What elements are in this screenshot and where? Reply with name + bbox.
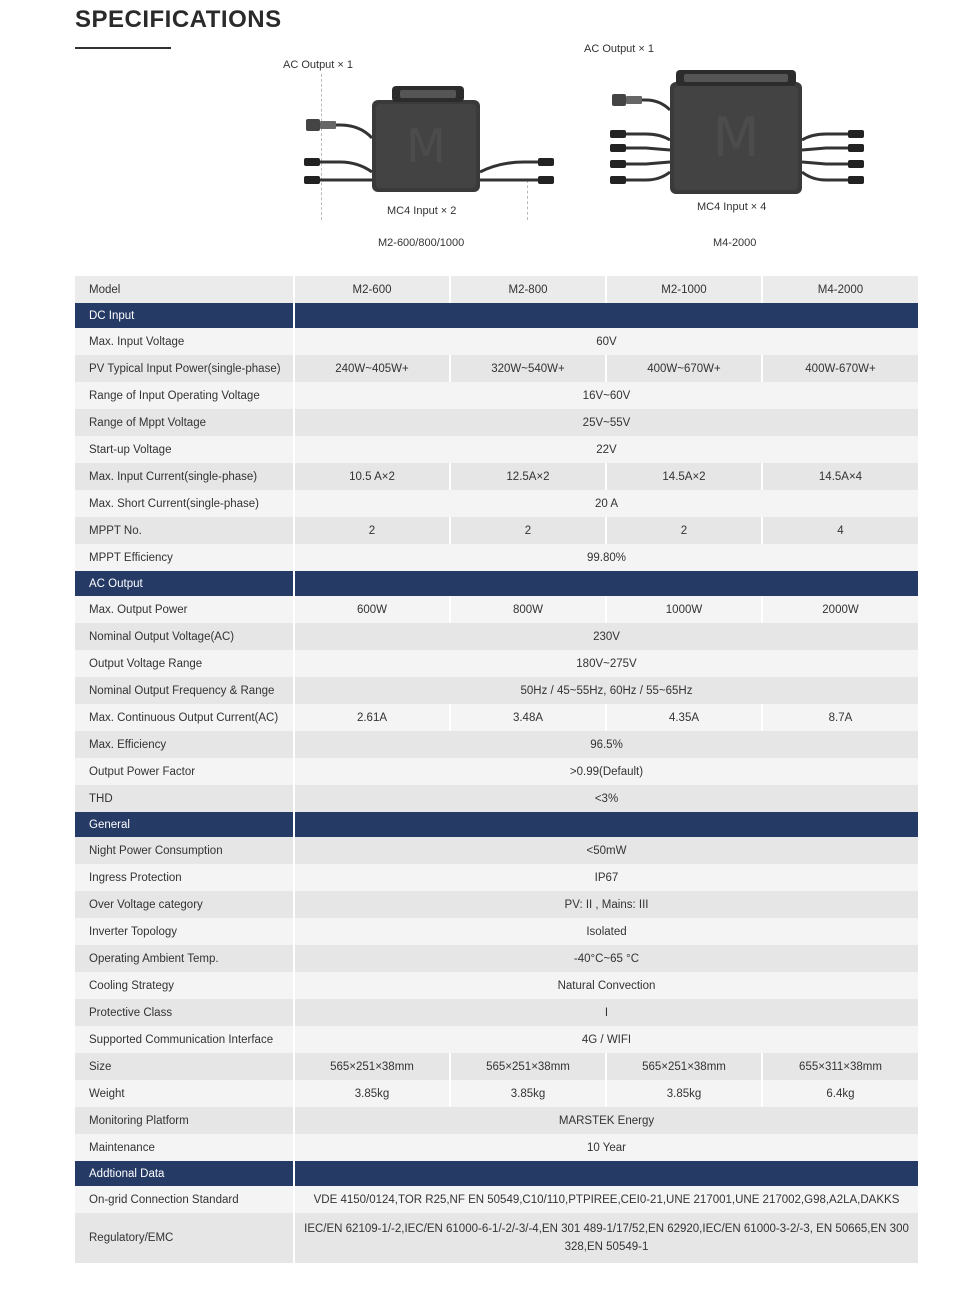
spec-value: 2.61A bbox=[294, 704, 450, 731]
spec-value: 50Hz / 45~55Hz, 60Hz / 55~65Hz bbox=[294, 677, 918, 704]
section-title: General bbox=[75, 812, 294, 837]
spec-row bbox=[75, 891, 918, 918]
spec-value: 655×311×38mm bbox=[762, 1053, 918, 1080]
spec-row bbox=[75, 918, 918, 945]
spec-row bbox=[75, 382, 918, 409]
spec-row bbox=[75, 1053, 918, 1080]
spec-value: 16V~60V bbox=[294, 382, 918, 409]
spec-value: 12.5A×2 bbox=[450, 463, 606, 490]
spec-row bbox=[75, 785, 918, 812]
spec-row bbox=[75, 596, 918, 623]
model-column-header: M4-2000 bbox=[762, 276, 918, 303]
spec-value: 3.85kg bbox=[294, 1080, 450, 1107]
section-title: AC Output bbox=[75, 571, 294, 596]
spec-label: Nominal Output Voltage(AC) bbox=[75, 623, 294, 650]
spec-value: I bbox=[294, 999, 918, 1026]
spec-value: 4.35A bbox=[606, 704, 762, 731]
spec-value: 180V~275V bbox=[294, 650, 918, 677]
svg-text:M: M bbox=[712, 106, 760, 169]
spec-table bbox=[75, 276, 918, 1263]
model-column-header: M2-800 bbox=[450, 276, 606, 303]
spec-value: 800W bbox=[450, 596, 606, 623]
spec-label: THD bbox=[75, 785, 294, 812]
spec-row bbox=[75, 517, 918, 544]
section-fill bbox=[294, 1161, 918, 1186]
spec-value: 3.85kg bbox=[606, 1080, 762, 1107]
spec-value: Natural Convection bbox=[294, 972, 918, 999]
spec-row bbox=[75, 1080, 918, 1107]
spec-row bbox=[75, 490, 918, 517]
section-fill bbox=[294, 571, 918, 596]
spec-label: Range of Mppt Voltage bbox=[75, 409, 294, 436]
spec-label: MPPT No. bbox=[75, 517, 294, 544]
svg-text:M: M bbox=[406, 119, 446, 173]
spec-label: On-grid Connection Standard bbox=[75, 1186, 294, 1213]
spec-label: Start-up Voltage bbox=[75, 436, 294, 463]
spec-row bbox=[75, 1213, 918, 1263]
spec-label: Maintenance bbox=[75, 1134, 294, 1161]
spec-value: 1000W bbox=[606, 596, 762, 623]
spec-label: Inverter Topology bbox=[75, 918, 294, 945]
page-title: SPECIFICATIONS bbox=[75, 6, 282, 33]
spec-row bbox=[75, 704, 918, 731]
section-fill bbox=[294, 303, 918, 328]
spec-value: VDE 4150/0124,TOR R25,NF EN 50549,C10/110,PTPIREE,CEI0-21,UNE 217001,UNE 217002,G98,A2LA,DAKKS bbox=[294, 1186, 918, 1213]
spec-label: MPPT Efficiency bbox=[75, 544, 294, 571]
spec-row bbox=[75, 409, 918, 436]
spec-value: PV: II , Mains: III bbox=[294, 891, 918, 918]
section-header-row bbox=[75, 812, 918, 837]
spec-value: 60V bbox=[294, 328, 918, 355]
section-header-row bbox=[75, 571, 918, 596]
spec-label: PV Typical Input Power(single-phase) bbox=[75, 355, 294, 382]
spec-value: 99.80% bbox=[294, 544, 918, 571]
spec-value: 400W~670W+ bbox=[606, 355, 762, 382]
table-header-row bbox=[75, 276, 918, 303]
spec-label: Nominal Output Frequency & Range bbox=[75, 677, 294, 704]
spec-table-body bbox=[75, 276, 918, 1263]
spec-label: Night Power Consumption bbox=[75, 837, 294, 864]
spec-value: 2 bbox=[294, 517, 450, 544]
section-title: Addtional Data bbox=[75, 1161, 294, 1186]
spec-value: 4G / WIFI bbox=[294, 1026, 918, 1053]
spec-row bbox=[75, 837, 918, 864]
spec-value: 14.5A×2 bbox=[606, 463, 762, 490]
spec-label: Max. Efficiency bbox=[75, 731, 294, 758]
spec-value: 22V bbox=[294, 436, 918, 463]
spec-value: 4 bbox=[762, 517, 918, 544]
spec-label: Max. Continuous Output Current(AC) bbox=[75, 704, 294, 731]
spec-value: >0.99(Default) bbox=[294, 758, 918, 785]
spec-value: -40°C~65 °C bbox=[294, 945, 918, 972]
spec-row bbox=[75, 731, 918, 758]
spec-value: <3% bbox=[294, 785, 918, 812]
spec-row bbox=[75, 623, 918, 650]
spec-row bbox=[75, 1134, 918, 1161]
spec-row bbox=[75, 463, 918, 490]
section-fill bbox=[294, 812, 918, 837]
spec-label: Range of Input Operating Voltage bbox=[75, 382, 294, 409]
title-underline bbox=[75, 47, 171, 49]
spec-value: 10.5 A×2 bbox=[294, 463, 450, 490]
spec-label: Regulatory/EMC bbox=[75, 1213, 294, 1263]
spec-label: Weight bbox=[75, 1080, 294, 1107]
spec-label: Cooling Strategy bbox=[75, 972, 294, 999]
spec-label: Output Power Factor bbox=[75, 758, 294, 785]
section-title: DC Input bbox=[75, 303, 294, 328]
m4-inverter-image bbox=[606, 64, 871, 204]
spec-value: <50mW bbox=[294, 837, 918, 864]
spec-value: 400W-670W+ bbox=[762, 355, 918, 382]
spec-value: 96.5% bbox=[294, 731, 918, 758]
spec-label: Ingress Protection bbox=[75, 864, 294, 891]
spec-row bbox=[75, 677, 918, 704]
spec-value: 3.48A bbox=[450, 704, 606, 731]
spec-row bbox=[75, 355, 918, 382]
spec-value: 2000W bbox=[762, 596, 918, 623]
spec-row bbox=[75, 864, 918, 891]
spec-value: MARSTEK Energy bbox=[294, 1107, 918, 1134]
spec-label: Max. Output Power bbox=[75, 596, 294, 623]
ac-output-label: AC Output × 1 bbox=[584, 43, 655, 55]
spec-label: Output Voltage Range bbox=[75, 650, 294, 677]
model-column-header: M2-1000 bbox=[606, 276, 762, 303]
spec-row bbox=[75, 1107, 918, 1134]
spec-label: Monitoring Platform bbox=[75, 1107, 294, 1134]
spec-value: 25V~55V bbox=[294, 409, 918, 436]
spec-label: Size bbox=[75, 1053, 294, 1080]
header-label: Model bbox=[75, 276, 294, 303]
spec-row bbox=[75, 999, 918, 1026]
spec-value: 14.5A×4 bbox=[762, 463, 918, 490]
spec-value: 230V bbox=[294, 623, 918, 650]
spec-value: 240W~405W+ bbox=[294, 355, 450, 382]
spec-value: 600W bbox=[294, 596, 450, 623]
spec-row bbox=[75, 328, 918, 355]
spec-label: Max. Input Current(single-phase) bbox=[75, 463, 294, 490]
spec-row bbox=[75, 945, 918, 972]
spec-value: IEC/EN 62109-1/-2,IEC/EN 61000-6-1/-2/-3/-4,EN 301 489-1/17/52,EN 62920,IEC/EN 61000-3-2/-3, EN 50665,EN 300 328,EN 50549-1 bbox=[294, 1213, 918, 1263]
spec-value: 2 bbox=[606, 517, 762, 544]
model-caption: M4-2000 bbox=[713, 237, 757, 249]
spec-value: 565×251×38mm bbox=[294, 1053, 450, 1080]
spec-label: Over Voltage category bbox=[75, 891, 294, 918]
spec-value: 10 Year bbox=[294, 1134, 918, 1161]
spec-value: 6.4kg bbox=[762, 1080, 918, 1107]
spec-row bbox=[75, 1186, 918, 1213]
ac-output-label: AC Output × 1 bbox=[283, 59, 354, 71]
spec-row bbox=[75, 544, 918, 571]
section-header-row bbox=[75, 1161, 918, 1186]
spec-label: Max. Short Current(single-phase) bbox=[75, 490, 294, 517]
spec-label: Protective Class bbox=[75, 999, 294, 1026]
spec-value: 20 A bbox=[294, 490, 918, 517]
spec-value: 2 bbox=[450, 517, 606, 544]
spec-value: 3.85kg bbox=[450, 1080, 606, 1107]
section-header-row bbox=[75, 303, 918, 328]
mc4-input-label: MC4 Input × 2 bbox=[387, 205, 457, 217]
spec-label: Supported Communication Interface bbox=[75, 1026, 294, 1053]
spec-row bbox=[75, 758, 918, 785]
spec-row bbox=[75, 1026, 918, 1053]
model-caption: M2-600/800/1000 bbox=[378, 237, 465, 249]
spec-value: 8.7A bbox=[762, 704, 918, 731]
spec-value: IP67 bbox=[294, 864, 918, 891]
model-column-header: M2-600 bbox=[294, 276, 450, 303]
spec-value: 565×251×38mm bbox=[606, 1053, 762, 1080]
spec-value: 565×251×38mm bbox=[450, 1053, 606, 1080]
mc4-input-label: MC4 Input × 4 bbox=[697, 201, 767, 213]
spec-row bbox=[75, 650, 918, 677]
spec-row bbox=[75, 436, 918, 463]
spec-value: 320W~540W+ bbox=[450, 355, 606, 382]
spec-value: Isolated bbox=[294, 918, 918, 945]
spec-label: Max. Input Voltage bbox=[75, 328, 294, 355]
spec-row bbox=[75, 972, 918, 999]
spec-label: Operating Ambient Temp. bbox=[75, 945, 294, 972]
m2-inverter-image bbox=[300, 80, 560, 200]
